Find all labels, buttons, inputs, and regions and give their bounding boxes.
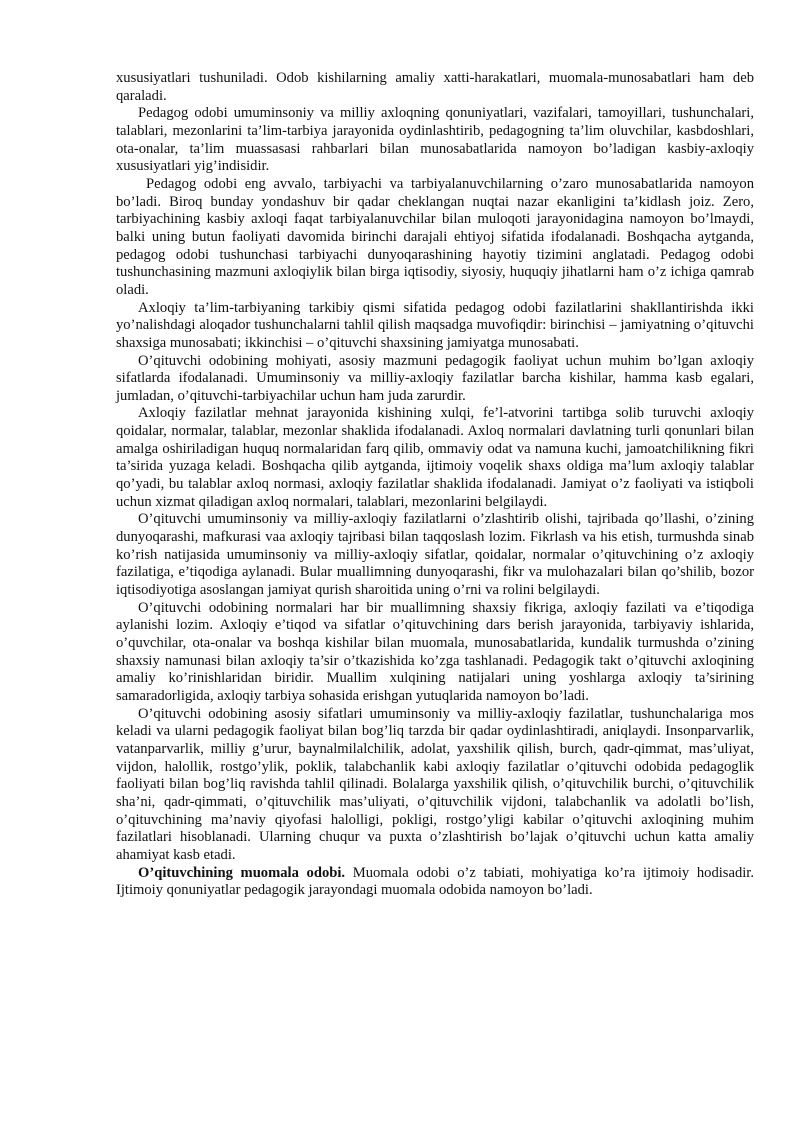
paragraph-1: xususiyatlari tushuniladi. Odob kishilarning amaliy xatti-harakatlari, muomala-munosabatlari ham deb qaraladi. [116, 70, 754, 104]
paragraph-10-text: Muomala odobi o’z tabiati, mohiyatiga ko’ra ijtimoiy hodisadir. Ijtimoiy qonuniyatlar pedagogik jarayondagi muomala odobida namoyon bo’ladi. [116, 864, 755, 899]
paragraph-4: Axloqiy ta’lim-tarbiyaning tarkibiy qismi sifatida pedagog odobi fazilatlarini shakllantirishda ikki yo’nalishdagi aloqador tushunchalarni tahlil qilish maqsadga muvofiqdir: birinchisi – jamiyatning o’qituvchi shaxsiga munosabati; ikkinchisi – o’qituvchi shaxsining jamiyatga munosabati. [116, 299, 754, 351]
document-page [116, 70, 754, 900]
paragraph-3: Pedagog odobi eng avvalo, tarbiyachi va tarbiyalanuvchilarning o’zaro munosabatlarida namoyon bo’ladi. Biroq bunday yondashuv bir qadar cheklangan nuqtai nazar ekanligini ta’kidlash joiz. Zero, tarbiyachining kasbiy axloqi faqat tarbiyalanuvchilar bilan muloqoti jarayonidagina namoyon bo’lmaydi, balki uning butun faoliyati davomida birinchi darajali ehtiyoj sifatida ifodalanadi. Boshqacha aytganda, pedagog odobi tushunchasi tarbiyachi dunyoqarashining hayotiy tizimini anglatadi. Pedagog odobi tushunchasining mazmuni axloqiylik bilan birga iqtisodiy, siyosiy, huquqiy jihatlarni ham o’z ichiga qamrab oladi. [116, 175, 754, 298]
paragraph-2: Pedagog odobi umuminsoniy va milliy axloqning qonuniyatlari, vazifalari, tamoyillari, tushunchalari, talablari, mezonlarini ta’lim-tarbiya jarayonida oydinlashtirib, pedagogning ta’lim oluvchilar, kasbdoshlari, ota-onalar, ta’lim muassasasi rahbarlari bilan munosabatlarida namoyon bo’ladigan kasbiy-axloqiy xususiyatlari yig’indisidir. [116, 105, 754, 175]
section-heading-inline: O’qituvchining muomala odobi. [138, 864, 346, 881]
paragraph-9: O’qituvchi odobining asosiy sifatlari umuminsoniy va milliy-axloqiy fazilatlar, tushunchalariga mos keladi va ularni pedagogik faoliyat bilan bog’liq tarzda bir qadar oydinlashtiradi, aniqlaydi. Insonparvarlik, vatanparvarlik, milliy g’urur, baynalmilalchilik, adolat, yaxshilik qilish, burch, qadr-qimmat, mas’uliyat, vijdon, halollik, rostgo’ylik, poklik, talabchanlik kabi axloqiy fazilatlar o’qituvchi odobida pedagoglik faoliyati bilan bog’liq ravishda tahlil qilinadi. Bolalarga yaxshilik qilish, o’qituvchilik burchi, o’qituvchilik sha’ni, qadr-qimmati, o’qituvchilik mas’uliyati, o’qituvchilik vijdoni, talabchanlik va adolatli bo’lish, o’qituvchining ma’naviy qiyofasi halolligi, pokligi, rostgo’yligi kabilar o’qituvchi axloqining muhim fazilatlari hisoblanadi. Ularning chuqur va puxta o’zlashtirish bo’lajak o’qituvchi uchun katta amaliy ahamiyat kasb etadi. [116, 705, 754, 863]
paragraph-8: O’qituvchi odobining normalari har bir muallimning shaxsiy fikriga, axloqiy fazilati va e’tiqodiga aylanishi lozim. Axloqiy e’tiqod va sifatlar o’qituvchining dars berish jarayonida, tarbiyaviy ishlarida, o’quvchilar, ota-onalar va boshqa kishilar bilan muomala, munosabatlarida, kundalik turmushda o’zining shaxsiy namunasi bilan axloqiy ta’sir o’tkazishida ko’zga tashlanadi. Pedagogik takt o’qituvchi axloqining amaliy ko’rinishlaridan biridir. Muallim xulqining natijalari uning yoshlarga axloqiy ta’sirining samaradorligida, axloqiy tarbiya sohasida erishgan yutuqlarida namoyon bo’ladi. [116, 599, 754, 704]
paragraph-6: Axloqiy fazilatlar mehnat jarayonida kishining xulqi, fe’l-atvorini tartibga solib turuvchi axloqiy qoidalar, normalar, talablar, mezonlar shaklida ifodalanadi. Axloq normalari davlatning turli qonunlari bilan amalga oshiriladigan huquq normalaridan farq qilib, ommaviy odat va namuna kuchi, jamoatchilikning fikri ta’sirida yuzaga keladi. Boshqacha qilib aytganda, ijtimoiy voqelik shaxs oldiga ma’lum axloqiy talablar qo’yadi, bu talablar axloq normasi, axloqiy fazilatlar shaklida ifodalanadi. Jamiyat o’z faoliyati va istiqboli uchun xizmat qiladigan axloq normalari, talablari, mezonlarini belgilaydi. [116, 405, 754, 510]
paragraph-10 [116, 865, 754, 900]
paragraph-5: O’qituvchi odobining mohiyati, asosiy mazmuni pedagogik faoliyat uchun muhim bo’lgan axloqiy sifatlarda ifodalanadi. Umuminsoniy va milliy-axloqiy fazilatlar barcha kishilar, hamma kasb egalari, jumladan, o’qituvchi-tarbiyachilar uchun ham juda zarurdir. [116, 352, 754, 404]
paragraph-7: O’qituvchi umuminsoniy va milliy-axloqiy fazilatlarni o’zlashtirib olishi, tajribada qo’llashi, o’zining dunyoqarashi, mafkurasi vaa axloqiy tajribasi bilan taqqoslash lozim. Fikrlash va his etish, turmushda sinab ko’rish natijasida umuminsoniy va milliy-axloqiy sifatlar, qoidalar, normalar o’qituvchining o’z axloqiy fazilatiga, e’tiqodiga aylanadi. Bular muallimning dunyoqarashi, fikr va mulohazalari bilan qo’shilib, bozor iqtisodiyotiga asoslangan jamiyat qurish sharoitida uning o’rni va rolini belgilaydi. [116, 511, 754, 599]
